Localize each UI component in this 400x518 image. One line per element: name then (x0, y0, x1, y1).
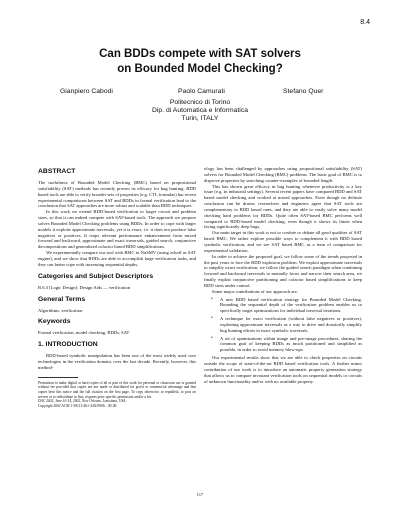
abstract-heading: ABSTRACT (38, 168, 76, 175)
body-paragraph: This has shown great efficacy in bug hunting whenever productivity is a key issue (e.g. in industrial settings). Several recent papers have compared BDD and SAT based model checking and worked at mixed approaches. Even though no definite conclusion can be drawn, researchers and engineers agree that SAT tools are complementary to BDD based ones, and they are able to easily solve many model checking hard problems for BDDs. Quite often SAT-based BMC performs well compared to BDD-based model checking, even though it shows its limits when facing significantly deep bugs. (204, 183, 362, 230)
general-terms-text: Algorithms, verification (38, 307, 83, 313)
session-number: 8.4 (360, 19, 370, 26)
list-item: • A set of optimizations within image and pre-image procedures, sharing the common goal of keeping BDDs as much partitioned and simplified as possible, in order to avoid memory blow-ups. (204, 336, 362, 354)
author-name: Gianpiero Cabodi (60, 88, 113, 95)
categories-heading: Categories and Subject Descriptors (38, 272, 154, 280)
introduction-paragraph: BDD-based symbolic manipulation has been one of the most widely used core technologies in the verification domain, over the last decade. Recently, however, this method- (38, 353, 196, 370)
introduction-heading: 1. INTRODUCTION (38, 341, 98, 349)
affiliation-line: Turin, ITALY (181, 115, 219, 123)
conference-footnote: DAC 2002, June 10-14, 2002, New Orleans, Louisiana, USA. (38, 399, 127, 404)
body-paragraph: Our main target in this work is not to confute or debate all good qualities of SAT based BMC. We rather explore possible ways to complement it with BDD based symbolic verification, and we see SAT based BMC as a term of comparison for experimental validation. (204, 230, 362, 253)
page-number: 117 (196, 492, 204, 497)
general-terms-heading: General Terms (38, 295, 86, 303)
permission-footnote: Permission to make digital or hard copies of all or part of this work for personal or classroom use is granted without fee provided that copies are not made or distributed for profit or commercial advantage and that copies bear this notice and the full citation on the first page. To copy otherwise, to republish, to post on servers or to redistribute to lists, requires prior specific permission and/or a fee. (38, 380, 196, 399)
title-line-2: on Bounded Model Checking? (117, 63, 283, 75)
categories-text: B.6.3 [Logic Design]: Design Aids — verification (38, 284, 131, 290)
keywords-heading: Keywords (38, 318, 71, 326)
footnote-divider (38, 377, 78, 378)
title-line-1: Can BDDs compete with SAT solvers (99, 48, 301, 60)
affiliation (0, 99, 400, 124)
affiliation-line: Dip. di Automatica e Informatica (152, 107, 248, 115)
body-paragraph: Some major contributions of our approach are: (212, 288, 298, 294)
list-item: • A new BDD based verification strategy for Bounded Model Checking. Bounding the sequential depth of the verification problem enables us to specifically target optimizations for individual traversal iterations. (204, 297, 362, 315)
author-name: Paolo Camurati (178, 88, 225, 95)
abstract-paragraph: In this work we extend BDD-based verification to larger circuit and problem sizes, so that it can indeed compete with SAT-based tools. The approach we propose solves Bounded Model Checking problems using BDDs. In order to cope with larger models it exploits approximate traversals, yet it is exact, i.e. it does not produce false negatives or positives. It reaps relevant performance enhancements from mixed forward and backward, approximate and exact traversals, guided search, conjunctive decompositions and generalized cofactor based BDD simplifications. (38, 209, 196, 250)
body-paragraph: In order to achieve the proposed goal, we follow some of the trends proposed in the past years to face the BDD explosion problem. We exploit approximate traversals to simplify exact verification, we follow the guided search paradigm when combining forward and backward traversals to mutually focus and narrow their search area, we finally exploit conjunctive partitioning and cofactor based simplifications to keep BDD sizes under control. (204, 253, 362, 288)
keywords-text: Formal verification, model checking, BDDs, SAT (38, 330, 130, 336)
list-item: • A technique for exact verification (without false negatives or positives), exploiting approximate traversals as a way to drive and drastically simplify bug hunting efforts in exact symbolic traversals. (204, 316, 362, 334)
copyright-footnote: Copyright 2002 ACM 1-58113-461-4/02/0006 ...$5.00. (38, 403, 118, 408)
paper-title (0, 47, 400, 77)
right-column (204, 166, 362, 384)
author-name: Stefano Quer (283, 88, 324, 95)
left-column (38, 168, 196, 408)
body-paragraph: Our experimental results show that we are able to check properties on circuits outside the scope of state-of-the-art BDD based verification tools. A further minor contribution of our work is to introduce an automatic property generation strategy that allows us to compare invariant verification tools on sequential models or circuits of unknown functionality and/or with no available property. (204, 355, 362, 384)
abstract-paragraph: We experimentally compare our tool with BMC in NuSMV (using zchaff as SAT engine), and we show that BDDs are able to accomplish large verification tasks, and they can better cope with increasing sequential depths. (38, 250, 196, 267)
affiliation-line: Politecnico di Torino (169, 99, 231, 106)
abstract-paragraph: The usefulness of Bounded Model Checking (BMC) based on propositional satisfiability (SAT) methods has recently proven its efficacy for bug hunting. BDD based tools are able to verify broader sets of properties (e.g. CTL formulas) but recent experimental comparisons between SAT and BDDs in formal verification lead to the conclusion that SAT approaches are more robust and scalable than BDD techniques. (38, 180, 197, 209)
contributions-list (204, 297, 362, 354)
body-paragraph: ology has been challenged by approaches using propositional satisfiability (SAT) solvers for Bounded Model Checking (BMC) problems. The basic goal of BMC is to disprove properties by searching counter-examples of bounded length. (204, 166, 362, 183)
